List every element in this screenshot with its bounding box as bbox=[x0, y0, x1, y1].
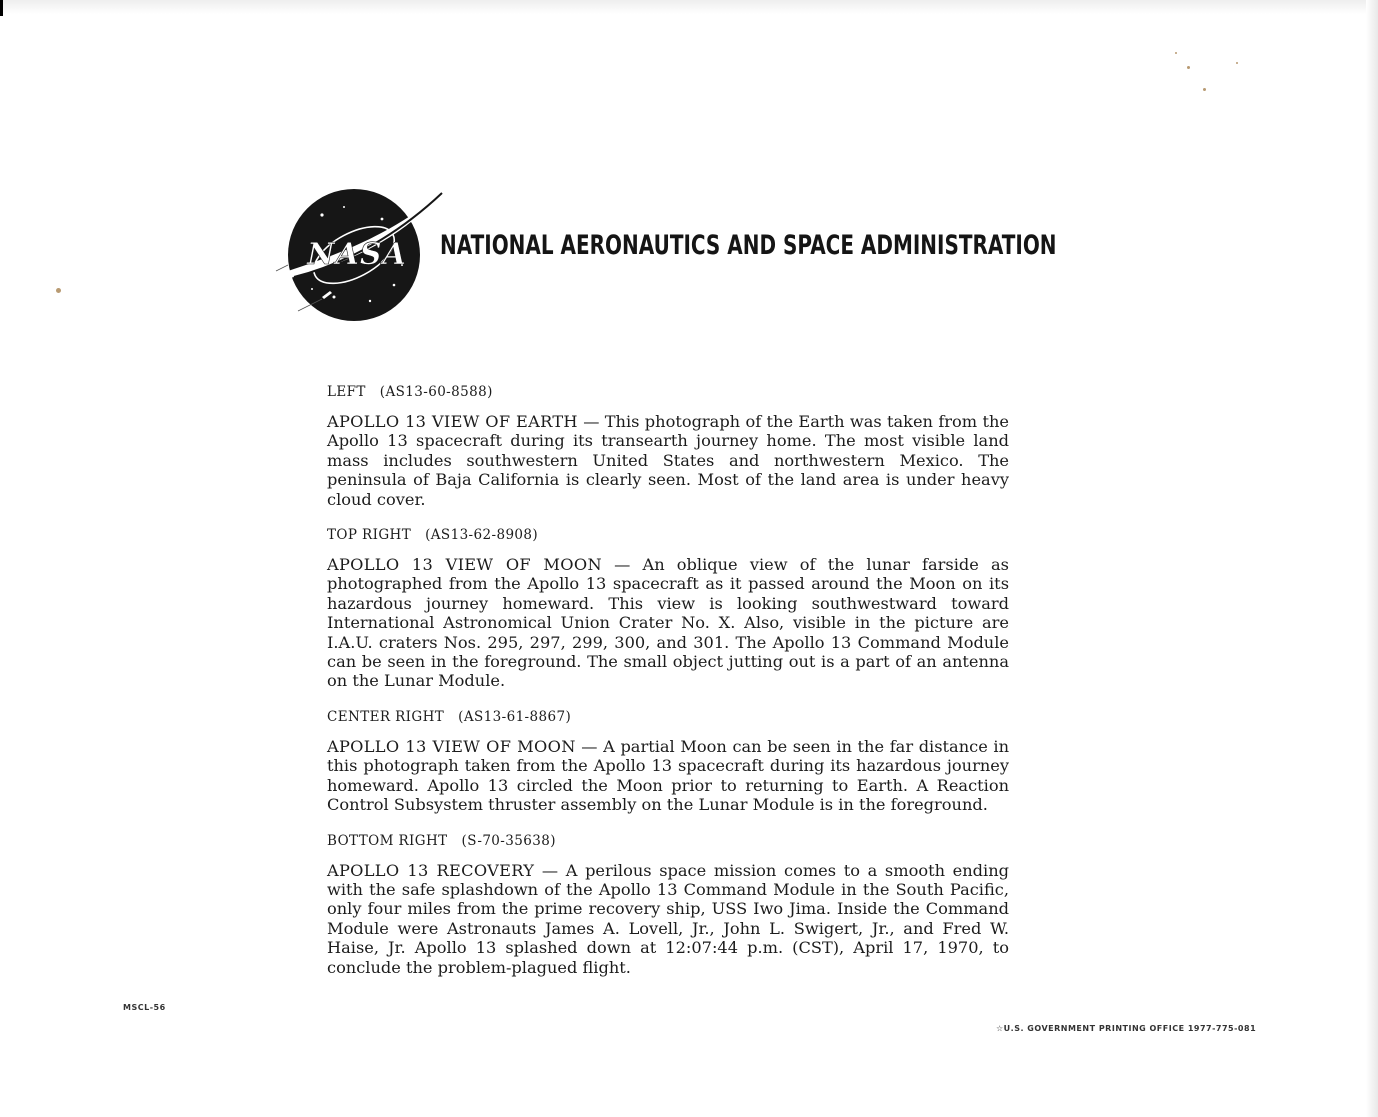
caption-ref: (S-70-35638) bbox=[461, 832, 556, 849]
caption-position: CENTER RIGHT bbox=[327, 708, 445, 725]
caption-top-right bbox=[327, 527, 1009, 691]
caption-text: A perilous space mission comes to a smooth ending with the safe splashdown of the Apollo 13 Command Module in the South Pacific, only four miles from the prime recovery ship, USS Iwo Jima. Inside the Command Module were Astronauts James A. Lovell, Jr., John L. Swigert, Jr., and Fred W. Haise, Jr. Apollo 13 splashed down at 12:07:44 p.m. (CST), April 17, 1970, to conclude the problem-plagued flight. bbox=[327, 860, 1010, 977]
caption-title: APOLLO 13 VIEW OF MOON bbox=[327, 555, 602, 575]
caption-text: An oblique view of the lunar farside as photographed from the Apollo 13 spacecraft as it passed around the Moon on its hazardous journey homeward. This view is looking southwestward toward International Astronomical Union Crater No. X. Also, visible in the picture are I.A.U. craters Nos. 295, 297, 299, 300, and 301. The Apollo 13 Command Module can be seen in the foreground. The small object jutting out is a part of an antenna on the Lunar Module. bbox=[327, 555, 1009, 691]
caption-title: APOLLO 13 VIEW OF EARTH bbox=[327, 412, 578, 431]
caption-body bbox=[327, 737, 1009, 815]
form-code: MSCL-56 bbox=[123, 1003, 166, 1012]
caption-text: This photograph of the Earth was taken from the Apollo 13 spacecraft during its transearth journey home. The most visible land mass includes southwestern United States and northwestern Mexico. The peninsula of Baja California is clearly seen. Most of the land area is under heavy cloud cover. bbox=[327, 412, 1009, 509]
caption-ref: (AS13-60-8588) bbox=[379, 384, 493, 400]
caption-heading bbox=[327, 833, 1009, 849]
caption-title: APOLLO 13 RECOVERY bbox=[327, 860, 535, 880]
caption-list bbox=[327, 384, 1009, 995]
caption-position: LEFT bbox=[327, 384, 366, 400]
caption-position: TOP RIGHT bbox=[327, 527, 412, 544]
caption-heading bbox=[327, 384, 1009, 400]
caption-body bbox=[327, 555, 1009, 691]
paper-right-edge bbox=[1366, 0, 1378, 1117]
caption-ref: (AS13-61-8867) bbox=[458, 708, 572, 725]
paper-top-edge bbox=[0, 0, 1378, 14]
paper-speck bbox=[1203, 88, 1206, 91]
paper-speck bbox=[1236, 62, 1238, 64]
caption-body bbox=[327, 861, 1009, 977]
nasa-logo-text: NASA bbox=[307, 237, 407, 272]
corner-mark bbox=[0, 0, 3, 16]
title-separator: — bbox=[534, 860, 566, 880]
title-separator: — bbox=[601, 555, 643, 575]
title-separator: — bbox=[575, 736, 604, 756]
agency-name: NATIONAL AERONAUTICS AND SPACE ADMINISTRATION bbox=[440, 230, 1057, 261]
caption-title: APOLLO 13 VIEW OF MOON bbox=[327, 736, 576, 756]
title-separator: — bbox=[577, 412, 605, 431]
nasa-logo bbox=[274, 185, 446, 321]
caption-heading bbox=[327, 709, 1009, 725]
caption-ref: (AS13-62-8908) bbox=[425, 527, 539, 544]
printing-office-line: ☆U.S. GOVERNMENT PRINTING OFFICE 1977-775-081 bbox=[996, 1024, 1257, 1033]
caption-body bbox=[327, 412, 1009, 509]
caption-heading bbox=[327, 527, 1009, 543]
paper-speck bbox=[1175, 52, 1177, 54]
paper-speck bbox=[1187, 66, 1190, 69]
caption-bottom-right bbox=[327, 833, 1009, 977]
caption-position: BOTTOM RIGHT bbox=[327, 832, 448, 849]
caption-center-right bbox=[327, 709, 1009, 815]
caption-left bbox=[327, 384, 1009, 509]
paper-speck bbox=[56, 288, 61, 293]
caption-text: A partial Moon can be seen in the far distance in this photograph taken from the Apollo 13 spacecraft during its hazardous journey homeward. Apollo 13 circled the Moon prior to returning to Earth. A Reaction Control Subsystem thruster assembly on the Lunar Module is in the foreground. bbox=[327, 736, 1010, 815]
